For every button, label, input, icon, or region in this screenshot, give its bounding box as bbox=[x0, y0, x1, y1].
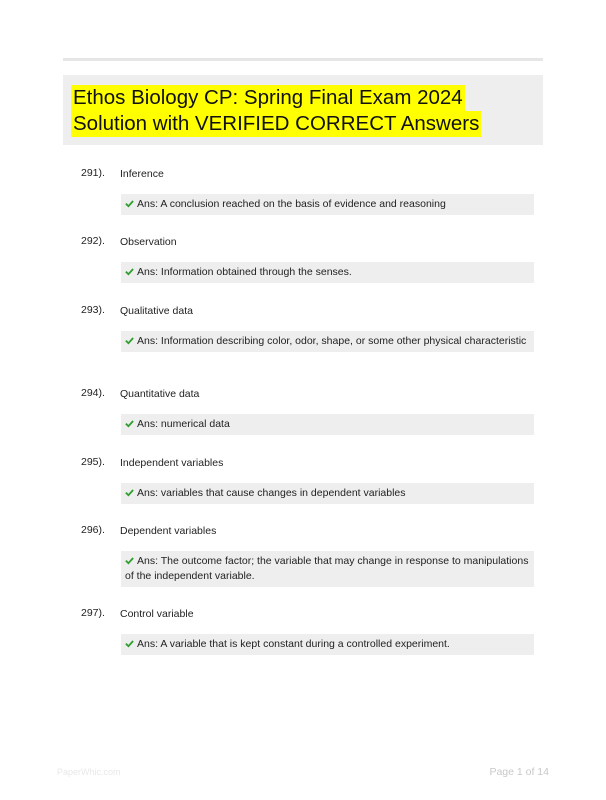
qa-item bbox=[81, 387, 541, 430]
answer-text: Ans: The outcome factor; the variable that may change in response to manipulations of the independent variable. bbox=[125, 555, 529, 582]
question-term: Quantitative data bbox=[120, 388, 200, 400]
answer-text: Ans: Information describing color, odor, shape, or some other physical characteristic bbox=[137, 335, 527, 347]
answer-text: Ans: A variable that is kept constant during a controlled experiment. bbox=[137, 638, 450, 650]
check-icon bbox=[125, 488, 134, 497]
qa-item bbox=[81, 524, 541, 582]
answer-box bbox=[121, 194, 534, 215]
answer-text: Ans: variables that cause changes in dependent variables bbox=[137, 487, 406, 499]
question-term: Inference bbox=[120, 168, 164, 180]
question-term: Qualitative data bbox=[120, 305, 193, 317]
answer-box bbox=[121, 634, 534, 655]
answer-box bbox=[121, 331, 534, 352]
question-number: 294). bbox=[81, 387, 105, 399]
document-title bbox=[71, 85, 481, 137]
title-line-2: Solution with VERIFIED CORRECT Answers bbox=[73, 112, 480, 135]
answer-text: Ans: numerical data bbox=[137, 418, 230, 430]
question-number: 292). bbox=[81, 235, 105, 247]
question-term: Independent variables bbox=[120, 457, 224, 469]
question-number: 297). bbox=[81, 607, 105, 619]
page-indicator: Page 1 of 14 bbox=[489, 766, 549, 778]
qa-item bbox=[81, 235, 541, 278]
question-number: 295). bbox=[81, 456, 105, 468]
title-banner bbox=[63, 75, 543, 145]
check-icon bbox=[125, 556, 134, 565]
question-term: Control variable bbox=[120, 608, 194, 620]
check-icon bbox=[125, 336, 134, 345]
check-icon bbox=[125, 199, 134, 208]
qa-item bbox=[81, 456, 541, 499]
answer-box bbox=[121, 414, 534, 435]
question-term: Dependent variables bbox=[120, 525, 217, 537]
qa-item bbox=[81, 607, 541, 650]
question-term: Observation bbox=[120, 236, 177, 248]
answer-box bbox=[121, 262, 534, 283]
check-icon bbox=[125, 639, 134, 648]
question-number: 291). bbox=[81, 167, 105, 179]
top-divider bbox=[63, 58, 543, 61]
answer-box bbox=[121, 551, 534, 587]
question-number: 293). bbox=[81, 304, 105, 316]
qa-item bbox=[81, 304, 541, 347]
check-icon bbox=[125, 419, 134, 428]
check-icon bbox=[125, 267, 134, 276]
answer-text: Ans: Information obtained through the senses. bbox=[137, 266, 352, 278]
answer-text: Ans: A conclusion reached on the basis of evidence and reasoning bbox=[137, 198, 446, 210]
footer-watermark: PaperWhic.com bbox=[57, 767, 121, 777]
title-line-1: Ethos Biology CP: Spring Final Exam 2024 bbox=[73, 86, 463, 109]
qa-item bbox=[81, 167, 541, 210]
question-number: 296). bbox=[81, 524, 105, 536]
answer-box bbox=[121, 483, 534, 504]
